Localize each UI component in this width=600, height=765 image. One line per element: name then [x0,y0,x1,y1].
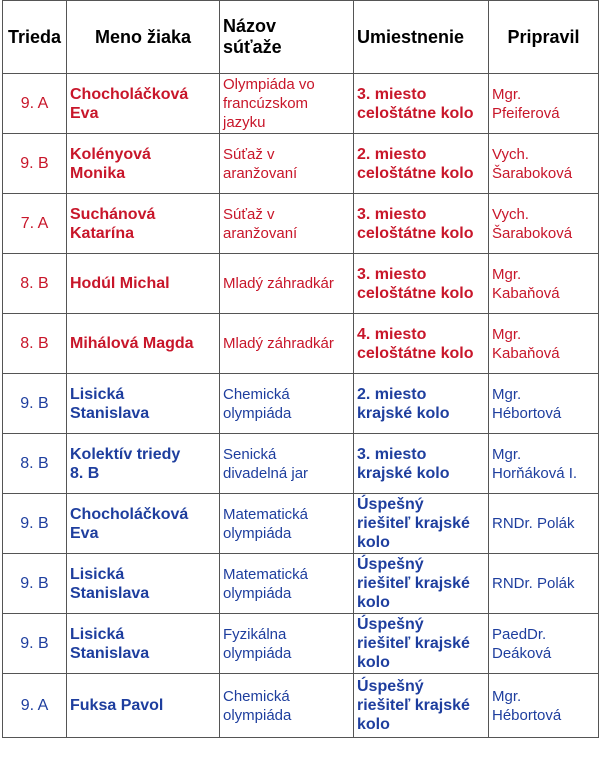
teacher-cell: PaedDr. Deáková [489,614,599,674]
class-cell: 9. B [3,374,67,434]
header-teacher: Pripravil [489,1,599,74]
placement-cell: 2. miesto celoštátne kolo [354,134,489,194]
class-cell: 9. B [3,614,67,674]
student-name-cell: Lisická Stanislava [67,614,220,674]
student-name-cell: Suchánová Katarína [67,194,220,254]
teacher-cell: Mgr. Pfeiferová [489,74,599,134]
placement-cell: 3. miesto celoštátne kolo [354,254,489,314]
table-row [3,374,599,434]
competition-cell: Senická divadelná jar [220,434,354,494]
competition-cell: Olympiáda vo francúzskom jazyku [220,74,354,134]
student-name-cell: Lisická Stanislava [67,374,220,434]
placement-cell: Úspešný riešiteľ krajské kolo [354,674,489,738]
header-row [3,1,599,74]
student-name-cell: Chocholáčková Eva [67,74,220,134]
competition-cell: Mladý záhradkár [220,314,354,374]
table-row [3,494,599,554]
teacher-cell: Vych. Šaraboková [489,134,599,194]
student-name-cell: Chocholáčková Eva [67,494,220,554]
class-cell: 7. A [3,194,67,254]
placement-cell: Úspešný riešiteľ krajské kolo [354,494,489,554]
teacher-cell: Mgr. Kabaňová [489,254,599,314]
header-name: Meno žiaka [67,1,220,74]
table-row [3,434,599,494]
competition-cell: Chemická olympiáda [220,674,354,738]
class-cell: 9. A [3,674,67,738]
class-cell: 9. A [3,74,67,134]
placement-cell: 3. miesto celoštátne kolo [354,74,489,134]
table-row [3,614,599,674]
table-row [3,314,599,374]
competition-cell: Matematická olympiáda [220,494,354,554]
competition-cell: Fyzikálna olympiáda [220,614,354,674]
teacher-cell: Mgr. Horňáková I. [489,434,599,494]
table-body [3,74,599,738]
student-name-cell: Mihálová Magda [67,314,220,374]
placement-cell: 4. miesto celoštátne kolo [354,314,489,374]
teacher-cell: RNDr. Polák [489,494,599,554]
placement-cell: 3. miesto celoštátne kolo [354,194,489,254]
student-name-cell: Lisická Stanislava [67,554,220,614]
table-row [3,74,599,134]
class-cell: 9. B [3,494,67,554]
competition-cell: Mladý záhradkár [220,254,354,314]
placement-cell: 2. miesto krajské kolo [354,374,489,434]
class-cell: 9. B [3,554,67,614]
class-cell: 8. B [3,314,67,374]
class-cell: 9. B [3,134,67,194]
header-place: Umiestnenie [354,1,489,74]
table-row [3,194,599,254]
placement-cell: Úspešný riešiteľ krajské kolo [354,614,489,674]
teacher-cell: Mgr. Kabaňová [489,314,599,374]
student-name-cell: Kolektív triedy 8. B [67,434,220,494]
competition-cell: Chemická olympiáda [220,374,354,434]
table-row [3,554,599,614]
teacher-cell: Mgr. Hébortová [489,374,599,434]
header-class: Trieda [3,1,67,74]
table-row [3,134,599,194]
teacher-cell: RNDr. Polák [489,554,599,614]
student-name-cell: Hodúl Michal [67,254,220,314]
placement-cell: Úspešný riešiteľ krajské kolo [354,554,489,614]
teacher-cell: Mgr. Hébortová [489,674,599,738]
student-name-cell: Kolényová Monika [67,134,220,194]
competition-cell: Súťaž v aranžovaní [220,194,354,254]
class-cell: 8. B [3,254,67,314]
competition-cell: Súťaž v aranžovaní [220,134,354,194]
teacher-cell: Vych. Šaraboková [489,194,599,254]
placement-cell: 3. miesto krajské kolo [354,434,489,494]
table-row [3,674,599,738]
header-competition: Názov súťaže [220,1,354,74]
results-table [2,0,599,738]
table-row [3,254,599,314]
competition-cell: Matematická olympiáda [220,554,354,614]
class-cell: 8. B [3,434,67,494]
student-name-cell: Fuksa Pavol [67,674,220,738]
